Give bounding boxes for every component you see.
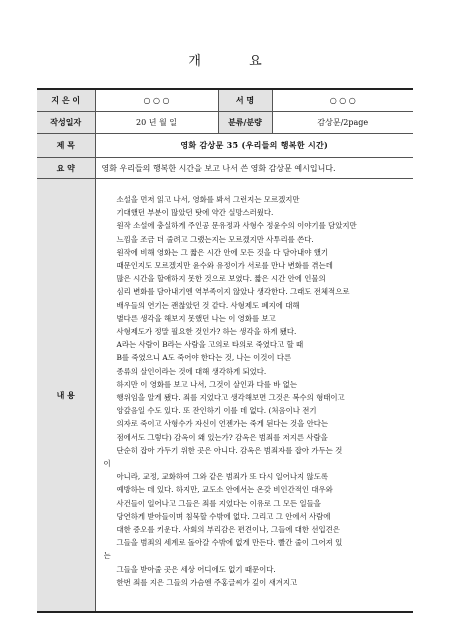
content-line: 행위임을 알게 됐다. 죄를 지었다고 생각해보면 그것은 복수의 형태이고 [116,393,345,403]
content-line: 소설을 먼저 읽고 나서, 영화를 봐서 그런지는 모르겠지만 [116,195,300,204]
content-line: 이 [103,459,111,469]
content-line: 아니라, 교정, 교화하여 그와 같은 범죄가 또 다시 일어나지 않도록 [116,472,328,482]
content-line: 대한 증오를 키운다. 사회의 부리감은 편견이나, 그들에 대한 선입견은 [116,525,340,535]
content-line: B를 죽였으니 A도 죽어야 한다는 것, 나는 이것이 다른 [116,353,292,363]
subject-value: 영화 감상문 35 (우리들의 행복한 시간) [95,134,413,158]
content-line: 단순히 잡아 가두기 위한 곳은 아니다. 감옥은 범죄자를 잡아 가두는 것 [116,445,343,455]
content-line: 사형제도가 정말 필요한 것인가? 하는 생각을 하게 됐다. [116,327,297,337]
summary-label: 요 약 [37,158,95,179]
category-label: 분류/분량 [218,112,272,134]
date-label: 작성일자 [37,112,95,134]
content-line: 기대했던 부분이 많았던 탓에 약간 실망스러웠다. [116,208,274,218]
content-line: 앙갚음일 수도 있다. 또 잔인하기 이를 데 없다. (처음이나 전기 [116,406,317,416]
content-row [37,179,413,613]
category-value: 감상문/2page [272,112,413,134]
content-line: 별다른 생각을 해보지 못했던 나는 이 영화를 보고 [116,313,276,323]
content-line: 원작 소설에 충실하게 주인공 문유정과 사형수 정윤수의 이야기를 담았지만 [116,221,357,231]
content-line: 하지만 이 영화를 보고 나서, 그것이 살인과 다를 바 없는 [116,379,298,389]
content-line: 그들을 받아줄 곳은 세상 어디에도 없기 때문이다. [116,564,276,574]
summary-row [37,158,413,179]
content-line: 의자로 죽이고 사형수가 자신이 언젠가는 죽게 된다는 것을 안다는 [116,419,329,429]
content-body [95,179,413,613]
date-row [37,112,413,134]
subject-label: 제 목 [37,134,95,158]
summary-value: 영화 우리들의 행복한 시간을 보고 나서 쓴 영화 감상문 예시입니다. [95,158,413,179]
content-line: 느낌을 조금 더 줄려고 그랬는지는 모르겠지만 사투리를 쓴다. [116,234,314,244]
content-line: 점에서도 그렇다) 감옥이 왜 있는가? 감옥은 범죄를 저지른 사람을 [116,432,328,442]
author-row [37,89,413,112]
author-label: 지 은 이 [37,89,95,112]
content-line: 심리 변화를 담아내기엔 역부족이지 않았나 생각한다. 그래도 전체적으로 [116,287,350,297]
writer-label: 서 명 [218,89,272,112]
content-line: 예방하는 데 있다. 하지만, 교도소 안에서는 온갖 비인간적인 대우와 [116,485,333,495]
author-value: ○ ○ ○ [95,89,218,112]
content-line: 배우들의 연기는 괜찮았던 것 같다. 사형제도 폐지에 대해 [116,300,300,310]
content-lines [104,193,408,589]
content-line: 많은 시간을 할애하지 못한 것으로 보였다. 짧은 시간 안에 인물의 [116,274,326,284]
writer-value: ○ ○ ○ [272,89,413,112]
content-line: 당연하게 받아들이며 침묵할 수밖에 없다. 그리고 그 안에서 사람에 [116,511,331,521]
content-line: 원작에 비해 영화는 그 짧은 시간 안에 모든 것을 다 담아내야 했기 [116,247,328,257]
content-line: 그들을 범죄의 세계로 돌아갈 수밖에 없게 만든다. 빨간 줄이 그어져 있 [116,538,343,548]
date-value: 20 년 월 일 [95,112,218,134]
content-line: 한번 죄를 지은 그들의 가슴엔 주홍글씨가 깊이 새겨지고 [116,577,298,587]
content-label: 내 용 [37,179,95,613]
content-line: A라는 사람이 B라는 사람을 고의로 타의로 죽였다고 할 때 [116,340,304,350]
subject-row [37,134,413,158]
content-line: 는 [103,551,111,561]
page-title: 개 요 [188,54,284,69]
overview-table [37,88,413,613]
content-line: 사건들이 일어나고 그들은 죄를 지었다는 이유로 그 모든 일들을 [116,498,321,508]
content-line: 때문인지도 모르겠지만 윤수와 유정이가 서로를 만나 변화를 겪는데 [116,261,333,271]
content-line: 종류의 살인이라는 것에 대해 생각하게 되었다. [116,366,267,376]
